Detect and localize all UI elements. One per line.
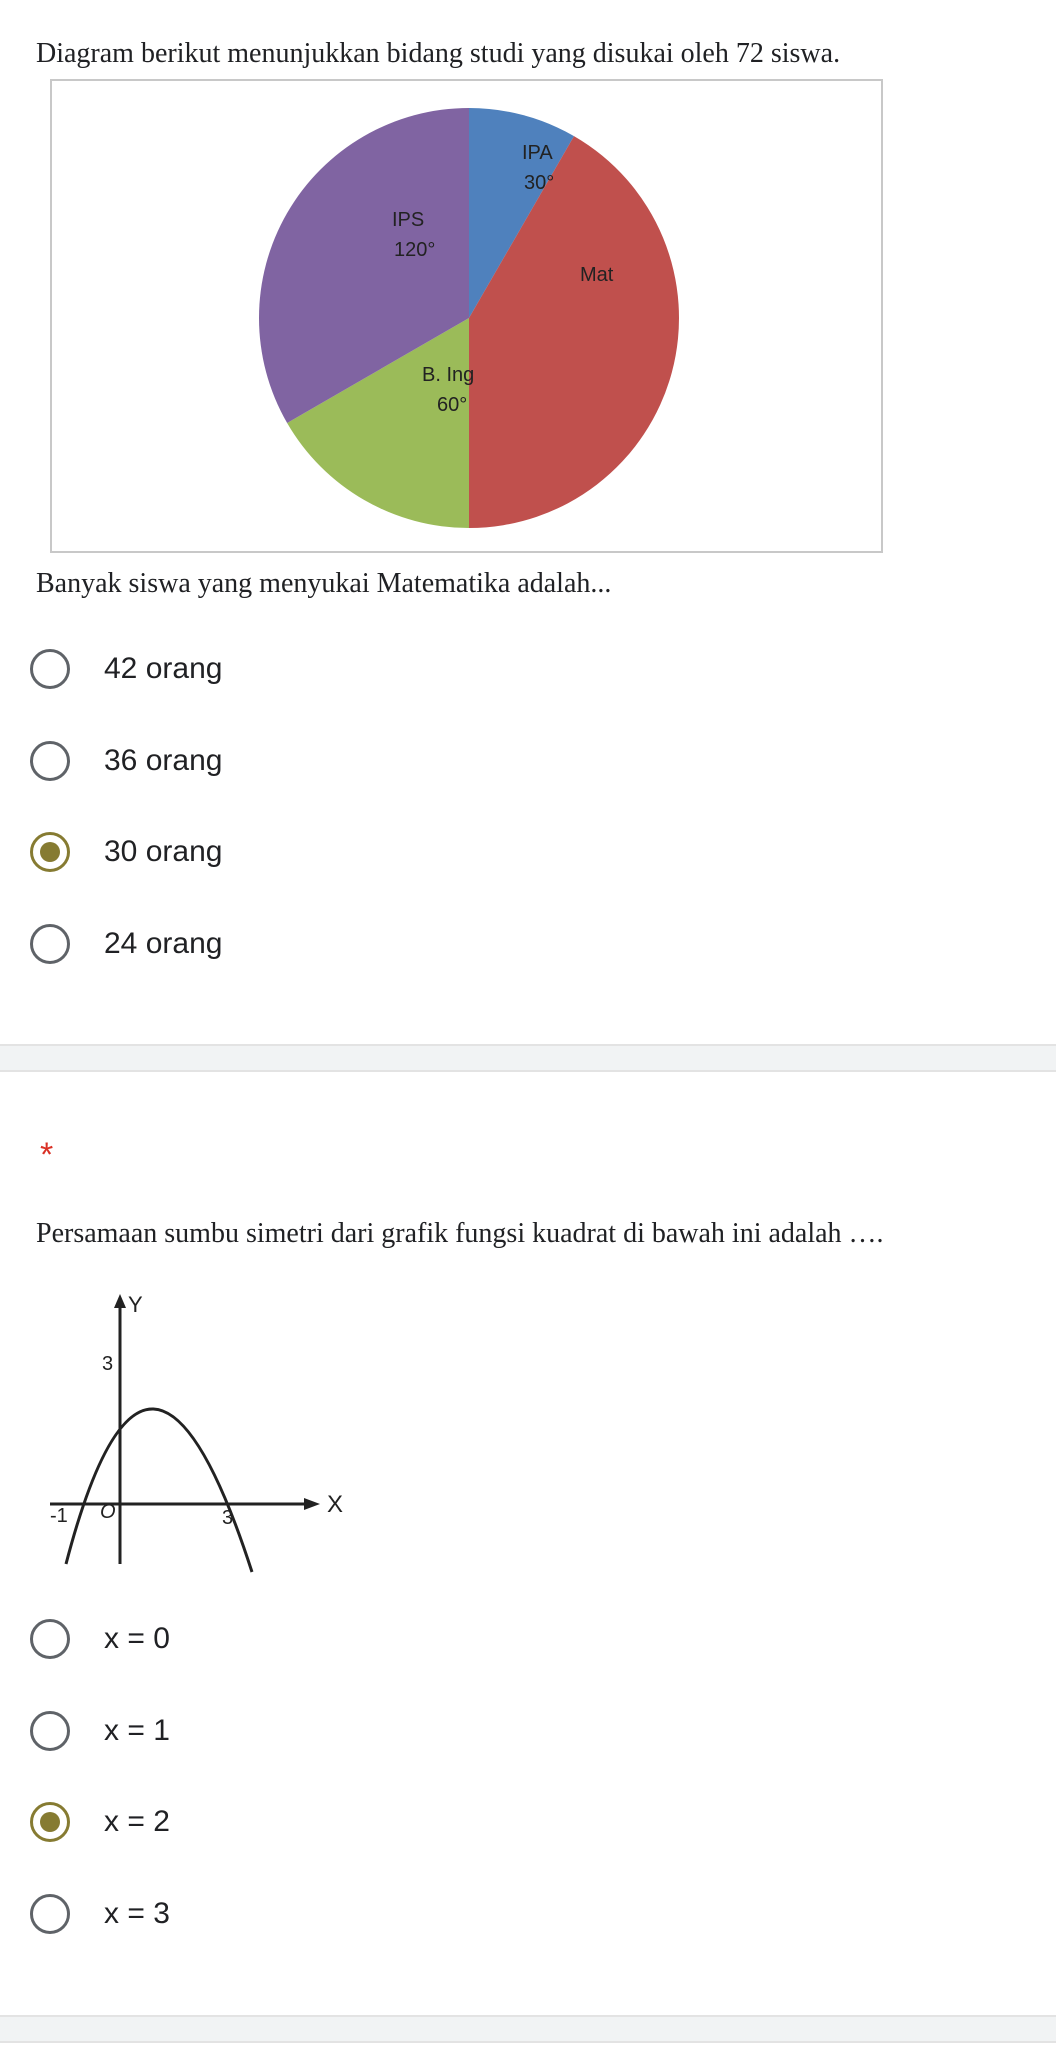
radio-unchecked-icon[interactable] [30,649,70,689]
radio-dot-icon [40,1812,60,1832]
origin-label: O [100,1501,116,1523]
question-1-text: Diagram berikut menunjukkan bidang studi yang disukai oleh 72 siswa. [36,38,841,69]
option-label: x = 3 [104,1896,170,1930]
option-label: x = 1 [104,1713,170,1747]
radio-unchecked-icon[interactable] [30,1711,70,1751]
parabola-curve [66,1409,252,1572]
pie-angle-label: 60° [437,394,468,416]
option-label: 36 orang [104,743,223,777]
question-1-prompt: Banyak siswa yang menyukai Matematika adalah... [36,568,612,599]
radio-unchecked-icon[interactable] [30,924,70,964]
radio-unchecked-icon[interactable] [30,741,70,781]
option-label: 30 orang [104,835,223,868]
pie-chart [52,81,881,551]
q2-option-1[interactable] [30,1611,730,1667]
x-axis-label: X [327,1491,344,1518]
option-label: 24 orang [104,926,223,960]
option-label: 42 orang [104,652,223,685]
q1-option-4[interactable] [30,916,730,972]
x-tick-left-label: -1 [50,1505,68,1527]
q2-option-3[interactable] [30,1794,730,1850]
q1-option-1[interactable] [30,641,730,697]
pie-angle-label: 30° [524,172,555,194]
radio-unchecked-icon[interactable] [30,1894,70,1934]
option-label: x = 2 [104,1805,170,1838]
x-axis-arrow [304,1498,320,1510]
required-mark: * [40,1136,54,1174]
option-label: x = 0 [104,1622,170,1655]
parabola-graph [40,1290,360,1585]
q1-option-3[interactable] [30,824,730,880]
y-tick-label: 3 [102,1353,114,1375]
y-axis-arrow [114,1294,126,1308]
radio-checked-icon[interactable] [30,1802,70,1842]
radio-dot-icon [40,842,60,862]
radio-unchecked-icon[interactable] [30,1619,70,1659]
section-divider-bottom [0,2015,1056,2043]
pie-label: IPA [522,142,553,164]
y-axis-label: Y [128,1292,143,1317]
pie-label: IPS [392,209,425,231]
question-2-text: Persamaan sumbu simetri dari grafik fungsi kuadrat di bawah ini adalah …. [36,1218,884,1249]
q1-option-2[interactable] [30,733,730,789]
radio-checked-icon[interactable] [30,832,70,872]
pie-label: Mat [580,264,614,286]
pie-angle-label: 120° [394,239,436,261]
pie-label: B. Ing [422,364,475,386]
section-divider [0,1044,1056,1072]
pie-chart-frame [50,79,883,553]
q2-option-2[interactable] [30,1703,730,1759]
q2-option-4[interactable] [30,1886,730,1942]
x-tick-right-label: 3 [222,1507,234,1529]
